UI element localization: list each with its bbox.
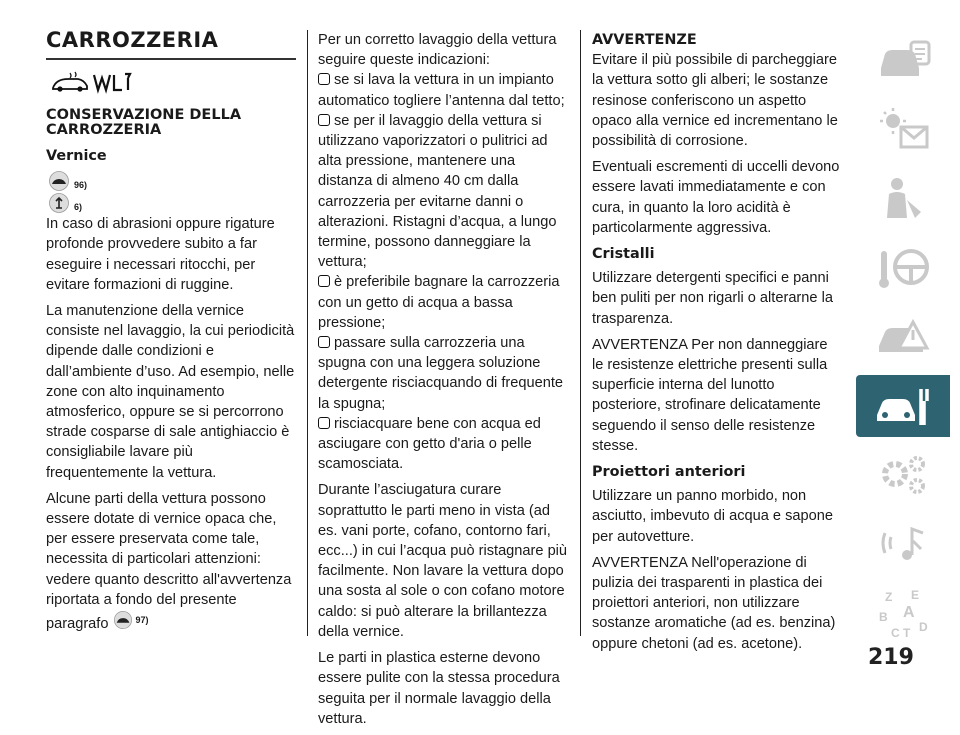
list-item — [318, 333, 570, 414]
chapter-title: CARROZZERIA — [46, 28, 219, 52]
list-item-text: se per il lavaggio della vettura si utilizzano vaporizzatori o pulitrici ad alta pressione, mantenere una distanza di almeno 40 cm dalla carrozzeria per evitarne danni o alterazioni. Ristagni d’acqua, a lungo termine, possono danneggiare la vettura; — [318, 112, 557, 271]
tab-car-info[interactable] — [856, 30, 950, 92]
column-2 — [318, 30, 570, 735]
paragraph: Evitare il più possibile di parcheggiare la vettura sotto gli alberi; le sostanze resinose conferiscono un aspetto opaco alla vernice ed incrementano le possibilità di corrosione. — [592, 52, 838, 150]
ref-number: 6) — [74, 202, 83, 213]
section-title: CONSERVAZIONE DELLA CARROZZERIA — [46, 107, 242, 138]
technical-data-icon — [873, 450, 933, 500]
page-number: 219 — [868, 645, 914, 670]
emergency-icon — [873, 312, 933, 362]
list-item — [318, 70, 570, 110]
car-warning-icon — [113, 610, 133, 630]
tab-safety[interactable] — [856, 168, 950, 230]
checkbox-bullet-icon — [318, 114, 330, 126]
column-divider — [307, 30, 308, 636]
environment-warning-icon — [48, 192, 70, 214]
list-item — [318, 111, 570, 273]
paragraph: AVVERTENZA Per non danneggiare le resistenze elettriche presenti sulla superficie interna del lunotto posteriore, strofinare delicatamente seguendo il senso delle resistenze stesse. — [592, 336, 828, 454]
checkbox-bullet-icon — [318, 275, 330, 287]
tab-emergency[interactable] — [856, 306, 950, 368]
svg-text:T: T — [903, 626, 911, 640]
paragraph: Le parti in plastica esterne devono essere pulite con la stessa procedura seguita per il normale lavaggio della vettura. — [318, 650, 560, 727]
bullet-list — [318, 70, 570, 474]
title-rule — [46, 58, 296, 60]
column-divider — [580, 30, 581, 636]
safety-icon — [873, 174, 933, 224]
svg-text:Z: Z — [885, 590, 893, 604]
paragraph: La manutenzione della vernice consiste nel lavaggio, la cui periodicità dipende dalle condizioni e dall’ambiente d’uso. Ad esempio, nelle zone con alto inquinamento atmosferico, oppure se si percorrono strade cosparse di sale antighiaccio è consigliabile lavare più frequentemente la vettura. — [46, 303, 295, 481]
paragraph — [46, 489, 296, 635]
chapter-tabs — [856, 30, 950, 651]
svg-text:C: C — [891, 626, 900, 640]
paragraph: Durante l’asciugatura curare soprattutto le parti meno in vista (ad es. vani porte, cofano, contorno fari, ecc...) in cui l’acqua può ristagnare più facilmente. Non lavare la vettura dopo una sosta al sole o con cofano motore caldo: si può alterare la brillantezza della vernice. — [318, 482, 568, 640]
checkbox-bullet-icon — [318, 73, 330, 85]
paragraph: Utilizzare detergenti specifici e panni ben puliti per non rigarli o alterarne la trasparenza. — [592, 270, 833, 327]
svg-text:D: D — [919, 620, 928, 634]
column-1 — [46, 28, 296, 640]
tab-index[interactable] — [856, 582, 950, 644]
paragraph-text: Alcune parti della vettura possono essere dotate di vernice opaca che, per essere preservata come tale, necessita di particolari attenzioni: vedere quanto descritto all'avvertenza riportata a fondo del presente paragrafo — [46, 490, 292, 633]
list-item-text: passare sulla carrozzeria una spugna con una leggera soluzione detergente risciacquando di frequente la spugna; — [318, 335, 564, 412]
car-wash-icon — [50, 71, 90, 93]
svg-text:E: E — [911, 588, 920, 602]
checkbox-bullet-icon — [318, 336, 330, 348]
car-warning-icon — [48, 170, 70, 192]
warning-lights-icon — [873, 105, 933, 155]
paragraph: Eventuali escrementi di uccelli devono essere lavati immediatamente e con cura, in quanto la loro acidità è particolarmente aggressiva. — [592, 159, 840, 236]
list-item — [318, 414, 570, 475]
maintenance-icon — [873, 381, 933, 431]
index-icon — [873, 585, 933, 641]
paragraph: In caso di abrasioni oppure rigature profonde provvedere subito a far eseguire i necessari ritocchi, per evitare formazioni di ruggine. — [46, 216, 275, 293]
multimedia-icon — [873, 519, 933, 569]
subheading-cristalli: Cristalli — [592, 246, 655, 263]
warning-ref-2 — [48, 192, 296, 214]
list-item-text: risciacquare bene con acqua ed asciugare con getto d'aria o pelle scamosciata. — [318, 415, 541, 473]
svg-text:A: A — [903, 604, 915, 621]
tab-technical-data[interactable] — [856, 444, 950, 506]
ref-number: 97) — [135, 615, 149, 626]
checkbox-bullet-icon — [318, 417, 330, 429]
tab-warning-lights[interactable] — [856, 99, 950, 161]
inline-warning-ref — [113, 610, 149, 630]
tab-starting-driving[interactable] — [856, 237, 950, 299]
ref-number: 96) — [74, 180, 88, 191]
tab-maintenance[interactable] — [856, 375, 950, 437]
starting-driving-icon — [873, 243, 933, 293]
svg-text:B: B — [879, 610, 888, 624]
list-item-text: è preferibile bagnare la carrozzeria con un getto di acqua a bassa pressione; — [318, 274, 560, 331]
column-3 — [592, 30, 842, 660]
paragraph: Utilizzare un panno morbido, non asciutto, imbevuto di acqua e sapone per autovetture. — [592, 488, 833, 545]
warning-ref-1 — [48, 170, 296, 192]
car-info-icon — [873, 36, 933, 86]
subheading-vernice: Vernice — [46, 148, 107, 164]
wash-glyph-icon — [92, 70, 132, 94]
warnings-heading: AVVERTENZE — [592, 32, 697, 48]
tab-multimedia[interactable] — [856, 513, 950, 575]
paragraph: AVVERTENZA Nell'operazione di pulizia dei trasparenti in plastica dei proiettori anteriori, non utilizzare sostanze aromatiche (ad es. benzina) oppure chetoni (ad es. acetone). — [592, 554, 836, 652]
paragraph: Per un corretto lavaggio della vettura seguire queste indicazioni: — [318, 32, 557, 69]
list-item — [318, 272, 570, 333]
subheading-proiettori: Proiettori anteriori — [592, 464, 746, 481]
wash-logo — [50, 68, 296, 96]
list-item-text: se si lava la vettura in un impianto automatico togliere l’antenna dal tetto; — [318, 72, 565, 109]
